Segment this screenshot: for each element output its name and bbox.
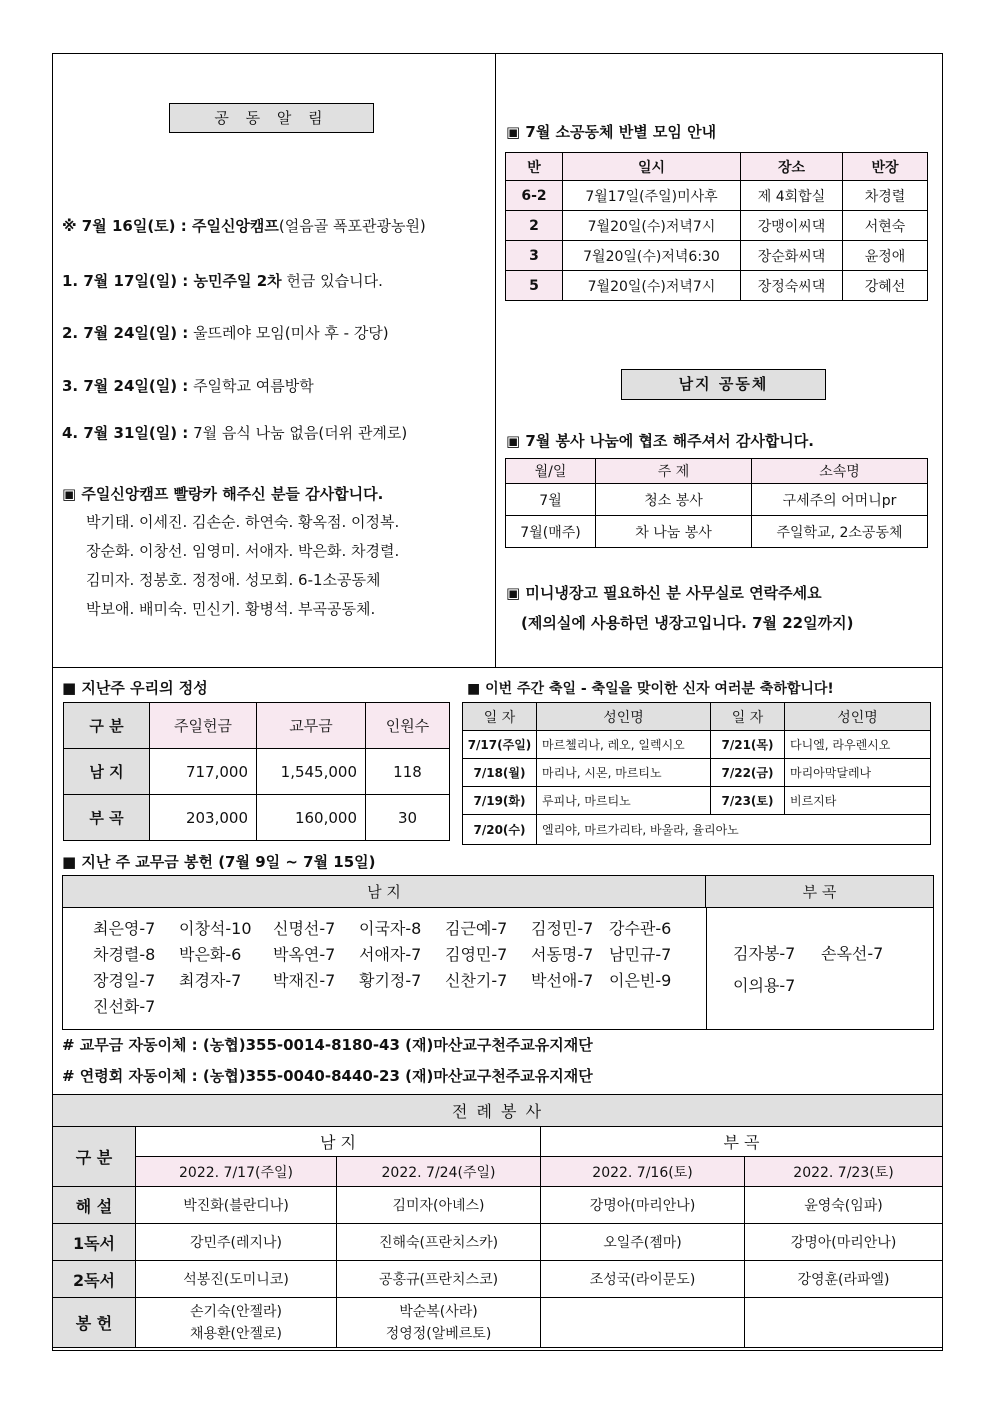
dues-entry: 강수관-6 (609, 919, 672, 938)
cell: 7/20(수) (463, 815, 537, 845)
liturgy-date: 2022. 7/23(토) (745, 1157, 943, 1187)
cell: 7/19(화) (463, 787, 537, 815)
dues-entry: 박선애-7 (531, 971, 594, 990)
notice-item: 1. 7월 17일(일) : 농민주일 2차 헌금 있습니다. (62, 272, 383, 290)
thanks-line: 박보애. 배미숙. 민신기. 황병석. 부곡공동체. (86, 600, 376, 618)
thanks-line: 장순화. 이창선. 임영미. 서애자. 박은화. 차경렬. (86, 542, 400, 560)
liturgy-date: 2022. 7/24(주일) (337, 1157, 541, 1187)
table-row (463, 759, 931, 787)
offer-name: 정영정(알베르토) (385, 1325, 492, 1342)
cell: 강민주(레지나) (136, 1224, 337, 1261)
top-divider (495, 53, 496, 668)
cell: 부 곡 (64, 795, 150, 841)
dues-namji-list (93, 916, 671, 1020)
notice-list (62, 215, 492, 452)
col-header: 일시 (563, 153, 741, 181)
cell: 강영훈(라파엘) (745, 1261, 943, 1298)
table-row (463, 787, 931, 815)
dues-entry: 진선화-7 (93, 997, 156, 1016)
fridge-notice: ▣ 미니냉장고 필요하신 분 사무실로 연락주세요 (506, 584, 822, 602)
dues-namji-header: 남 지 (63, 876, 706, 908)
fridge-detail: (제의실에 사용하던 냉장고입니다. 7월 22일까지) (521, 614, 854, 632)
cell: 마리나, 시몬, 마르티노 (537, 759, 711, 787)
dues-entry: 이의용-7 (733, 976, 796, 995)
dues-line (93, 916, 671, 942)
camp-thanks-names (86, 508, 399, 624)
row-label: 봉 헌 (53, 1298, 136, 1348)
cell: 118 (366, 749, 450, 795)
dues-title: ■ 지난 주 교무금 봉헌 (7월 9일 ~ 7월 15일) (62, 853, 376, 871)
table-row (506, 181, 928, 211)
cell: 엘리야, 마르가리타, 바울라, 율리아노 (537, 815, 931, 845)
table-row (64, 795, 450, 841)
mid-divider (52, 667, 943, 668)
col-header: 반장 (843, 153, 928, 181)
cell: 강혜선 (843, 271, 928, 301)
notice-item: 2. 7월 24일(일) : 울뜨레야 모임(미사 후 - 강당) (62, 324, 389, 342)
dues-line (93, 968, 671, 994)
cell: 차경렬 (843, 181, 928, 211)
col-header: 반 (506, 153, 563, 181)
table-row (506, 484, 928, 516)
dues-entry: 서동명-7 (531, 945, 594, 964)
table-row (463, 731, 931, 759)
cell: 7/21(목) (711, 731, 785, 759)
dues-entry: 황기정-7 (359, 971, 422, 990)
funeral-transfer: # 연령회 자동이체 : (농협)355-0040-8440-23 (재)마산교구천주교유지재단 (62, 1067, 593, 1085)
cell: 160,000 (257, 795, 366, 841)
cell: 3 (506, 241, 563, 271)
cell: 다니엘, 라우렌시오 (785, 731, 931, 759)
cell (337, 1298, 541, 1348)
cell: 루피나, 마르티노 (537, 787, 711, 815)
cell: 주일학교, 2소공동체 (752, 516, 928, 548)
cell: 강명아(마리안나) (541, 1187, 745, 1224)
notice-title: 공 동 알 림 (169, 103, 374, 133)
dues-entry: 박옥연-7 (273, 945, 336, 964)
liturgy-gubun: 구 분 (53, 1127, 136, 1187)
cell: 윤정애 (843, 241, 928, 271)
liturgy-bugok-header: 부 곡 (541, 1127, 943, 1157)
col-header: 성인명 (537, 703, 711, 731)
table-row (53, 1224, 943, 1261)
cell: 7/23(토) (711, 787, 785, 815)
dues-entry: 이창석-10 (179, 919, 252, 938)
table-row (463, 815, 931, 845)
cell: 203,000 (150, 795, 257, 841)
namji-title: 남지 공동체 (621, 369, 826, 400)
liturgy-table (52, 1094, 943, 1348)
row-label: 해 설 (53, 1187, 136, 1224)
cell: 1,545,000 (257, 749, 366, 795)
col-header: 일 자 (711, 703, 785, 731)
cell: 7/22(금) (711, 759, 785, 787)
dues-entry: 서애자-7 (359, 945, 422, 964)
table-row (506, 241, 928, 271)
dues-bugok-list (733, 938, 883, 1002)
small-community-table (505, 152, 928, 301)
feast-title: ■ 이번 주간 축일 - 축일을 맞이한 신자 여러분 축하합니다! (467, 681, 834, 697)
table-row (53, 1187, 943, 1224)
col-header: 월/일 (506, 459, 596, 484)
table-row (506, 516, 928, 548)
table-row (64, 749, 450, 795)
cell: 장정숙씨댁 (741, 271, 843, 301)
cell: 김미자(아녜스) (337, 1187, 541, 1224)
col-header: 구 분 (64, 703, 150, 749)
cell: 7월20일(수)저녁7시 (563, 271, 741, 301)
notice-item: ※ 7월 16일(토) : 주일신앙캠프(얼음골 폭포관광농원) (62, 217, 426, 235)
dues-divider (706, 908, 707, 1030)
cell: 7월20일(수)저녁7시 (563, 211, 741, 241)
cell: 서현숙 (843, 211, 928, 241)
cell: 진해숙(프란치스카) (337, 1224, 541, 1261)
dues-entry: 이국자-8 (359, 919, 422, 938)
dues-entry: 최경자-7 (179, 971, 242, 990)
cell (745, 1298, 943, 1348)
table-row (53, 1261, 943, 1298)
cell: 남 지 (64, 749, 150, 795)
liturgy-date: 2022. 7/17(주일) (136, 1157, 337, 1187)
cell: 2 (506, 211, 563, 241)
col-header: 장소 (741, 153, 843, 181)
dues-entry: 박은화-6 (179, 945, 242, 964)
cell: 마르첼리나, 레오, 일렉시오 (537, 731, 711, 759)
cell: 7월(매주) (506, 516, 596, 548)
liturgy-date: 2022. 7/16(토) (541, 1157, 745, 1187)
dues-line (93, 942, 671, 968)
table-row (506, 271, 928, 301)
cell: 5 (506, 271, 563, 301)
cell: 제 4회합실 (741, 181, 843, 211)
dues-entry: 차경렬-8 (93, 945, 156, 964)
dues-box (62, 875, 934, 1030)
cell: 박진화(블란디나) (136, 1187, 337, 1224)
dues-entry: 이은빈-9 (609, 971, 672, 990)
dues-entry: 남민규-7 (609, 945, 672, 964)
dues-line (733, 938, 883, 970)
feast-table (462, 702, 931, 845)
cell: 마리아막달레나 (785, 759, 931, 787)
cell: 7월17일(주일)미사후 (563, 181, 741, 211)
col-header: 소속명 (752, 459, 928, 484)
row-label: 1독서 (53, 1224, 136, 1261)
cell: 구세주의 어머니pr (752, 484, 928, 516)
small-community-title: ▣ 7월 소공동체 반별 모임 안내 (506, 123, 717, 141)
offer-name: 손기숙(안젤라) (189, 1303, 283, 1320)
col-header: 인원수 (366, 703, 450, 749)
cell: 7월 (506, 484, 596, 516)
cell: 강명아(마리안나) (745, 1224, 943, 1261)
liturgy-title: 전 례 봉 사 (53, 1095, 943, 1127)
cell: 차 나눔 봉사 (596, 516, 752, 548)
cell: 조성국(라이문도) (541, 1261, 745, 1298)
cell: 오일주(젬마) (541, 1224, 745, 1261)
cell: 717,000 (150, 749, 257, 795)
cell (541, 1298, 745, 1348)
notice-item: 4. 7월 31일(일) : 7월 음식 나눔 없음(더위 관계로) (62, 424, 408, 442)
dues-entry: 손옥선-7 (821, 944, 884, 963)
cell (136, 1298, 337, 1348)
dues-entry: 김정민-7 (531, 919, 594, 938)
dues-line (93, 994, 671, 1020)
dues-line (733, 970, 883, 1002)
offer-name: 채용환(안젤로) (189, 1325, 283, 1342)
service-thanks-title: ▣ 7월 봉사 나눔에 협조 해주셔서 감사합니다. (506, 432, 814, 450)
cell: 청소 봉사 (596, 484, 752, 516)
cell: 7월20일(수)저녁6:30 (563, 241, 741, 271)
service-table (505, 458, 928, 548)
table-row (506, 211, 928, 241)
cell: 강맹이씨댁 (741, 211, 843, 241)
liturgy-namji-header: 남 지 (136, 1127, 541, 1157)
col-header: 일 자 (463, 703, 537, 731)
dues-entry: 신명선-7 (273, 919, 336, 938)
cell: 공홍규(프란치스코) (337, 1261, 541, 1298)
dues-entry: 신찬기-7 (445, 971, 508, 990)
dues-entry: 최은영-7 (93, 919, 156, 938)
cell: 비르지타 (785, 787, 931, 815)
col-header: 주일헌금 (150, 703, 257, 749)
offer-name: 박순복(사라) (399, 1303, 478, 1320)
dues-bugok-header: 부 곡 (706, 876, 933, 908)
dues-entry: 박재진-7 (273, 971, 336, 990)
dues-entry: 장경일-7 (93, 971, 156, 990)
camp-thanks-title: ▣ 주일신앙캠프 빨랑카 해주신 분들 감사합니다. (62, 485, 384, 503)
col-header: 성인명 (785, 703, 931, 731)
cell: 6-2 (506, 181, 563, 211)
cell: 윤영숙(임파) (745, 1187, 943, 1224)
row-label: 2독서 (53, 1261, 136, 1298)
dues-entry: 김근예-7 (445, 919, 508, 938)
dues-transfer: # 교무금 자동이체 : (농협)355-0014-8180-43 (재)마산교구천주교유지재단 (62, 1036, 593, 1054)
dues-entry: 김자봉-7 (733, 944, 796, 963)
cell: 석봉진(도미니코) (136, 1261, 337, 1298)
col-header: 교무금 (257, 703, 366, 749)
cell: 장순화씨댁 (741, 241, 843, 271)
table-row (53, 1298, 943, 1348)
offering-title: ■ 지난주 우리의 정성 (62, 679, 208, 697)
offering-table (63, 702, 450, 841)
cell: 7/17(주일) (463, 731, 537, 759)
thanks-line: 김미자. 정봉호. 정정애. 성모회. 6-1소공동체 (86, 571, 381, 589)
col-header: 주 제 (596, 459, 752, 484)
notice-item: 3. 7월 24일(일) : 주일학교 여름방학 (62, 377, 314, 395)
thanks-line: 박기태. 이세진. 김손순. 하연숙. 황옥점. 이정복. (86, 513, 400, 531)
cell: 7/18(월) (463, 759, 537, 787)
cell: 30 (366, 795, 450, 841)
dues-entry: 김영민-7 (445, 945, 508, 964)
